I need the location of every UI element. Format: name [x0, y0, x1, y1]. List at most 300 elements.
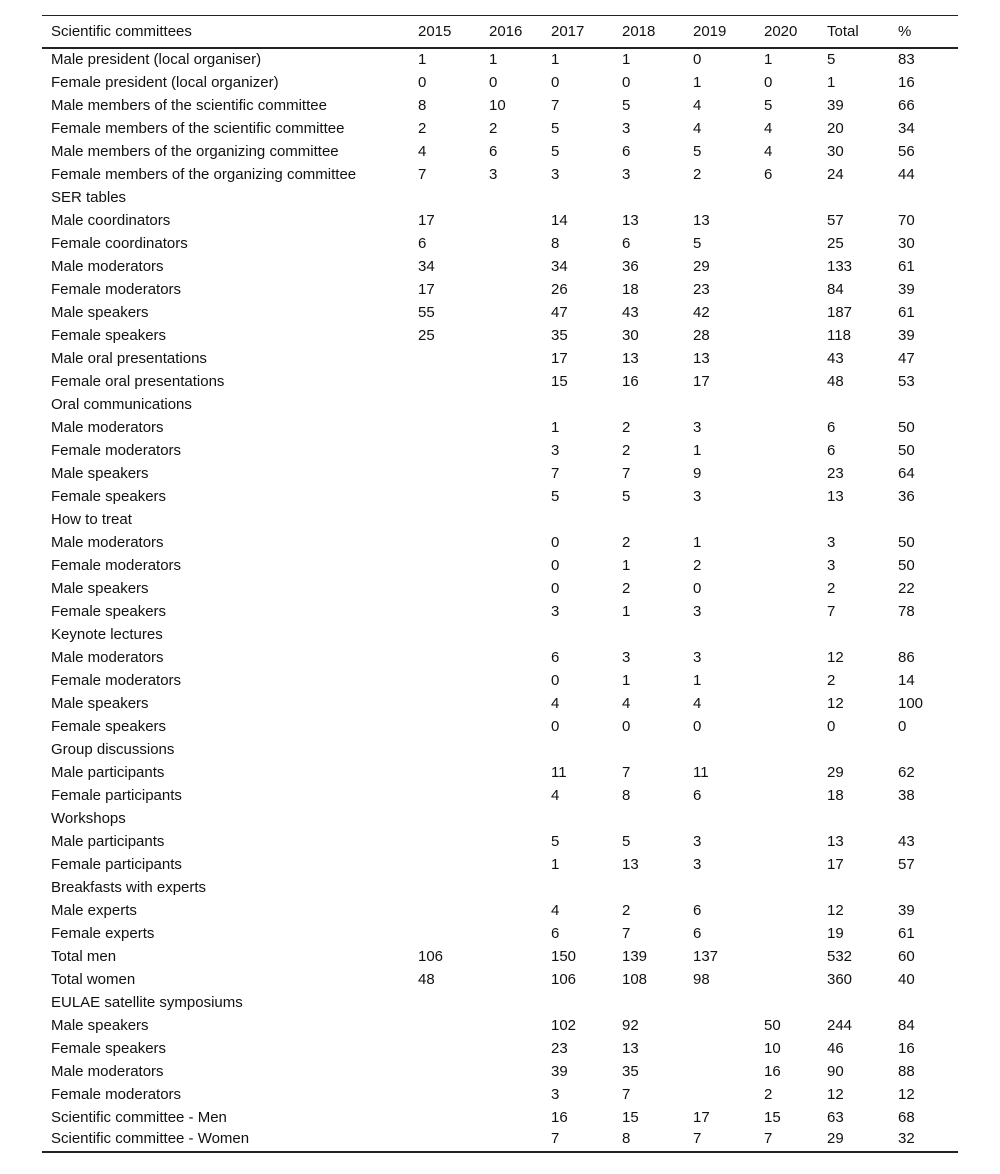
table-cell: 10	[489, 96, 506, 114]
table-cell	[409, 1083, 480, 1106]
table-cell: 4	[764, 119, 773, 137]
table-cell: 0	[551, 73, 560, 91]
table-row	[42, 1037, 958, 1060]
table-cell: 32	[889, 1129, 958, 1152]
table-cell: 63	[827, 1108, 844, 1126]
row-label: Female experts	[51, 924, 155, 942]
table-cell	[613, 738, 684, 761]
table-row	[42, 485, 958, 508]
table-cell: 88	[898, 1062, 915, 1080]
table-cell: 2	[622, 441, 631, 459]
table-row	[42, 370, 958, 393]
table-body	[42, 48, 958, 1152]
table-cell: 4	[693, 96, 702, 114]
table-cell	[409, 531, 480, 554]
table-cell	[480, 462, 542, 485]
table-cell: 4	[551, 786, 560, 804]
table-cell: 6	[551, 648, 560, 666]
table-cell: 108	[622, 970, 648, 988]
table-cell	[755, 922, 818, 945]
row-label: Male moderators	[51, 257, 164, 275]
table-cell	[542, 807, 613, 830]
table-cell: 6	[622, 142, 631, 160]
table-row	[42, 1014, 958, 1037]
row-label: Scientific committee - Men	[51, 1108, 227, 1126]
table-cell: 17	[693, 372, 710, 390]
table-cell: 60	[898, 947, 915, 965]
table-cell	[889, 876, 958, 899]
table-cell: 15	[764, 1108, 781, 1126]
row-label: EULAE satellite symposiums	[51, 993, 243, 1011]
table-cell: 64	[898, 464, 915, 482]
table-cell	[409, 738, 480, 761]
table-row	[42, 508, 958, 531]
row-label: Male members of the scientific committee	[51, 96, 327, 114]
table-cell	[755, 669, 818, 692]
row-label: Male members of the organizing committee	[51, 142, 339, 160]
table-cell: 133	[827, 257, 853, 275]
table-cell	[480, 416, 542, 439]
table-cell: 0	[551, 717, 560, 735]
table-cell	[409, 669, 480, 692]
table-row	[42, 853, 958, 876]
table-row	[42, 71, 958, 94]
table-cell: 50	[898, 441, 915, 459]
table-cell: 3	[693, 855, 702, 873]
table-cell: 43	[898, 832, 915, 850]
table-cell: 17	[418, 211, 435, 229]
table-cell: 25	[827, 234, 844, 252]
table-cell: 23	[551, 1039, 568, 1057]
table-cell	[755, 830, 818, 853]
table-cell	[480, 255, 542, 278]
table-cell	[409, 600, 480, 623]
table-cell	[480, 669, 542, 692]
table-cell: 26	[551, 280, 568, 298]
table-cell: 28	[693, 326, 710, 344]
row-label: Male moderators	[51, 533, 164, 551]
table-cell: 7	[622, 763, 631, 781]
table-cell	[480, 485, 542, 508]
table-row	[42, 830, 958, 853]
table-row	[42, 462, 958, 485]
table-cell	[480, 301, 542, 324]
row-label: Female participants	[51, 855, 182, 873]
table-row	[42, 623, 958, 646]
table-cell	[613, 876, 684, 899]
table-cell: 12	[827, 648, 844, 666]
table-cell: 360	[827, 970, 853, 988]
table-cell	[409, 554, 480, 577]
table-cell: 1	[551, 51, 560, 68]
table-row	[42, 991, 958, 1014]
table-cell: 3	[551, 602, 560, 620]
table-cell: 6	[764, 165, 773, 183]
table-cell	[755, 531, 818, 554]
table-cell	[409, 623, 480, 646]
table-cell	[684, 1060, 755, 1083]
table-cell: 36	[622, 257, 639, 275]
table-cell	[480, 646, 542, 669]
table-cell: 42	[693, 303, 710, 321]
table-cell: 7	[684, 1129, 755, 1152]
table-cell: 39	[551, 1062, 568, 1080]
table-cell: 61	[898, 303, 915, 321]
table-cell	[480, 945, 542, 968]
table-cell	[818, 186, 889, 209]
table-cell	[542, 991, 613, 1014]
table-cell: 0	[622, 717, 631, 735]
row-label: Female participants	[51, 786, 182, 804]
table-row	[42, 531, 958, 554]
table-cell: 29	[693, 257, 710, 275]
table-cell	[889, 991, 958, 1014]
table-cell	[480, 554, 542, 577]
table-cell: 1	[489, 51, 498, 68]
table-cell	[755, 692, 818, 715]
table-cell	[755, 301, 818, 324]
table-cell	[755, 485, 818, 508]
table-cell: 6	[827, 418, 836, 436]
table-cell: 4	[551, 694, 560, 712]
table-cell	[755, 715, 818, 738]
table-row	[42, 416, 958, 439]
table-cell: 8	[622, 786, 631, 804]
table-cell	[409, 416, 480, 439]
table-cell: 61	[898, 257, 915, 275]
table-cell	[409, 807, 480, 830]
row-label: Workshops	[51, 809, 126, 827]
table-row	[42, 209, 958, 232]
table-cell: 55	[418, 303, 435, 321]
table-cell	[409, 922, 480, 945]
table-cell: 5	[551, 487, 560, 505]
row-label: Breakfasts with experts	[51, 878, 207, 896]
table-cell	[480, 692, 542, 715]
table-cell: 0	[489, 73, 498, 91]
table-cell: 83	[898, 51, 915, 68]
table-cell	[409, 646, 480, 669]
table-cell: 7	[551, 96, 560, 114]
table-cell: 15	[551, 372, 568, 390]
table-cell	[480, 922, 542, 945]
table-cell: 0	[551, 579, 560, 597]
table-cell: 3	[551, 165, 560, 183]
table-cell: 23	[827, 464, 844, 482]
table-row	[42, 968, 958, 991]
table-cell	[818, 807, 889, 830]
table-cell	[480, 876, 542, 899]
table-cell: 16	[551, 1108, 568, 1126]
table-cell: 1	[693, 73, 702, 91]
table-cell: 1	[622, 671, 631, 689]
table-cell	[755, 370, 818, 393]
table-cell	[409, 830, 480, 853]
table-cell	[409, 577, 480, 600]
table-cell	[480, 1060, 542, 1083]
table-cell: 7	[551, 464, 560, 482]
table-cell: 47	[898, 349, 915, 367]
table-row	[42, 899, 958, 922]
table-cell: 92	[622, 1016, 639, 1034]
table-row	[42, 439, 958, 462]
table-cell	[480, 1106, 542, 1129]
table-cell	[755, 232, 818, 255]
table-cell	[818, 623, 889, 646]
table-row	[42, 784, 958, 807]
table-row	[42, 1129, 958, 1152]
row-label: Male speakers	[51, 694, 149, 712]
table-cell: 100	[898, 694, 924, 712]
table-cell	[684, 1083, 755, 1106]
table-cell	[755, 623, 818, 646]
table-cell	[889, 393, 958, 416]
table-cell: 7	[755, 1129, 818, 1152]
table-cell: 50	[898, 533, 915, 551]
table-cell	[684, 876, 755, 899]
table-cell	[755, 347, 818, 370]
table-cell	[409, 508, 480, 531]
table-cell: 6	[551, 924, 560, 942]
table-row	[42, 738, 958, 761]
table-cell: 2	[622, 901, 631, 919]
table-row	[42, 646, 958, 669]
table-cell: 86	[898, 648, 915, 666]
table-cell: 34	[898, 119, 915, 137]
table-cell	[755, 646, 818, 669]
table-cell	[755, 899, 818, 922]
table-cell	[684, 1014, 755, 1037]
table-cell: 5	[693, 142, 702, 160]
table-cell: 1	[827, 73, 836, 91]
row-label: Female coordinators	[51, 234, 188, 252]
header-cell: 2016	[480, 16, 542, 48]
table-cell	[755, 853, 818, 876]
table-cell	[755, 738, 818, 761]
table-cell: 57	[827, 211, 844, 229]
table-cell	[889, 508, 958, 531]
row-label: Female members of the scientific committee	[51, 119, 345, 137]
table-cell	[755, 600, 818, 623]
table-cell: 13	[622, 349, 639, 367]
row-label: Total men	[51, 947, 117, 965]
table-cell: 90	[827, 1062, 844, 1080]
table-cell	[480, 393, 542, 416]
table-cell: 6	[693, 901, 702, 919]
table-cell	[889, 807, 958, 830]
table-cell: 6	[418, 234, 427, 252]
table-cell: 84	[898, 1016, 915, 1034]
table-cell: 3	[827, 556, 836, 574]
table-cell: 17	[418, 280, 435, 298]
table-cell: 48	[827, 372, 844, 390]
table-cell: 1	[764, 51, 773, 68]
table-cell	[409, 1014, 480, 1037]
table-cell: 3	[622, 165, 631, 183]
table-cell	[684, 186, 755, 209]
table-cell: 2	[693, 556, 702, 574]
table-cell: 3	[551, 441, 560, 459]
table-header	[42, 16, 958, 48]
row-label: Male speakers	[51, 1016, 149, 1034]
table-cell: 6	[693, 786, 702, 804]
table-cell: 3	[693, 832, 702, 850]
table-cell: 1	[693, 441, 702, 459]
table-cell: 0	[622, 73, 631, 91]
table-cell: 16	[898, 1039, 915, 1057]
table-cell	[684, 623, 755, 646]
table-cell	[480, 347, 542, 370]
table-cell: 25	[418, 326, 435, 344]
table-row	[42, 715, 958, 738]
table-row	[42, 876, 958, 899]
table-cell: 4	[764, 142, 773, 160]
table-cell	[409, 1037, 480, 1060]
table-cell	[480, 715, 542, 738]
table-cell	[755, 508, 818, 531]
table-cell: 29	[818, 1129, 889, 1152]
table-cell	[755, 324, 818, 347]
row-label: Male participants	[51, 832, 165, 850]
table-cell: 3	[622, 648, 631, 666]
table-cell	[818, 508, 889, 531]
table-cell	[480, 278, 542, 301]
table-cell: 12	[827, 1085, 844, 1103]
table-cell: 53	[898, 372, 915, 390]
table-row	[42, 324, 958, 347]
row-label: Female speakers	[51, 1039, 167, 1057]
table-cell	[480, 1014, 542, 1037]
table-cell	[613, 807, 684, 830]
table-cell: 18	[622, 280, 639, 298]
table-cell: 7	[418, 165, 427, 183]
table-cell: 10	[764, 1039, 781, 1057]
table-row	[42, 186, 958, 209]
row-label: How to treat	[51, 510, 132, 528]
table-cell	[480, 1037, 542, 1060]
table-cell: 16	[622, 372, 639, 390]
table-cell: 7	[622, 924, 631, 942]
table-cell: 13	[693, 211, 710, 229]
table-row	[42, 692, 958, 715]
table-cell: 0	[418, 73, 427, 91]
table-cell: 6	[489, 142, 498, 160]
table-cell	[818, 876, 889, 899]
table-cell: 0	[827, 717, 836, 735]
table-cell	[755, 416, 818, 439]
table-cell	[409, 1060, 480, 1083]
table-cell: 102	[551, 1016, 577, 1034]
table-cell: 13	[622, 1039, 639, 1057]
row-label: Male moderators	[51, 418, 164, 436]
row-label: Female moderators	[51, 556, 182, 574]
table-cell: 48	[418, 970, 435, 988]
table-cell: 4	[622, 694, 631, 712]
table-cell: 8	[418, 96, 427, 114]
table-cell	[480, 324, 542, 347]
row-label: Female oral presentations	[51, 372, 225, 390]
table-cell: 5	[622, 832, 631, 850]
row-label: Female moderators	[51, 441, 182, 459]
table-cell: 1	[693, 671, 702, 689]
table-row	[42, 48, 958, 71]
table-cell: 38	[898, 786, 915, 804]
table-cell: 3	[693, 648, 702, 666]
table-cell	[755, 968, 818, 991]
table-cell	[409, 784, 480, 807]
table-cell	[409, 692, 480, 715]
table-cell: 22	[898, 579, 915, 597]
table-cell	[480, 899, 542, 922]
table-cell: 30	[827, 142, 844, 160]
table-cell	[755, 278, 818, 301]
table-cell	[755, 761, 818, 784]
table-cell	[480, 968, 542, 991]
table-cell: 137	[693, 947, 719, 965]
table-cell: 118	[827, 326, 851, 344]
table-cell: 19	[827, 924, 844, 942]
table-cell: 5	[551, 832, 560, 850]
table-cell: 1	[622, 51, 631, 68]
table-cell	[409, 186, 480, 209]
table-cell: 7	[827, 602, 836, 620]
table-cell: 0	[693, 717, 702, 735]
table-cell: 12	[827, 694, 844, 712]
table-cell: 44	[898, 165, 915, 183]
table-cell: 5	[693, 234, 702, 252]
table-cell	[409, 899, 480, 922]
table-cell	[480, 577, 542, 600]
table-cell	[755, 554, 818, 577]
table-cell	[409, 485, 480, 508]
table-cell	[409, 1106, 480, 1129]
table-cell	[409, 1129, 480, 1152]
table-cell: 12	[898, 1085, 915, 1103]
table-cell: 50	[764, 1016, 781, 1034]
table-cell: 1	[693, 533, 702, 551]
table-cell: 39	[827, 96, 844, 114]
table-cell: 17	[551, 349, 568, 367]
header-cell: 2018	[613, 16, 684, 48]
table-cell: 2	[827, 579, 836, 597]
table-cell	[480, 370, 542, 393]
table-cell: 3	[693, 418, 702, 436]
row-label: Male participants	[51, 763, 165, 781]
table-cell	[755, 439, 818, 462]
table-row	[42, 393, 958, 416]
table-cell: 0	[764, 73, 773, 91]
table-cell: 3	[693, 487, 702, 505]
header-cell: %	[889, 16, 958, 48]
table-cell: 9	[693, 464, 702, 482]
row-label: Group discussions	[51, 740, 175, 758]
table-cell: 36	[898, 487, 915, 505]
table-cell: 5	[827, 51, 836, 68]
table-row	[42, 1060, 958, 1083]
table-row	[42, 600, 958, 623]
row-label: Male moderators	[51, 1062, 164, 1080]
table-cell	[755, 945, 818, 968]
row-label: SER tables	[51, 188, 127, 206]
table-cell	[755, 784, 818, 807]
table-row	[42, 301, 958, 324]
table-cell: 2	[489, 119, 498, 137]
table-cell: 43	[622, 303, 639, 321]
table-cell	[755, 209, 818, 232]
table-cell	[755, 462, 818, 485]
row-label: Male speakers	[51, 464, 149, 482]
row-label: Female moderators	[51, 1085, 182, 1103]
